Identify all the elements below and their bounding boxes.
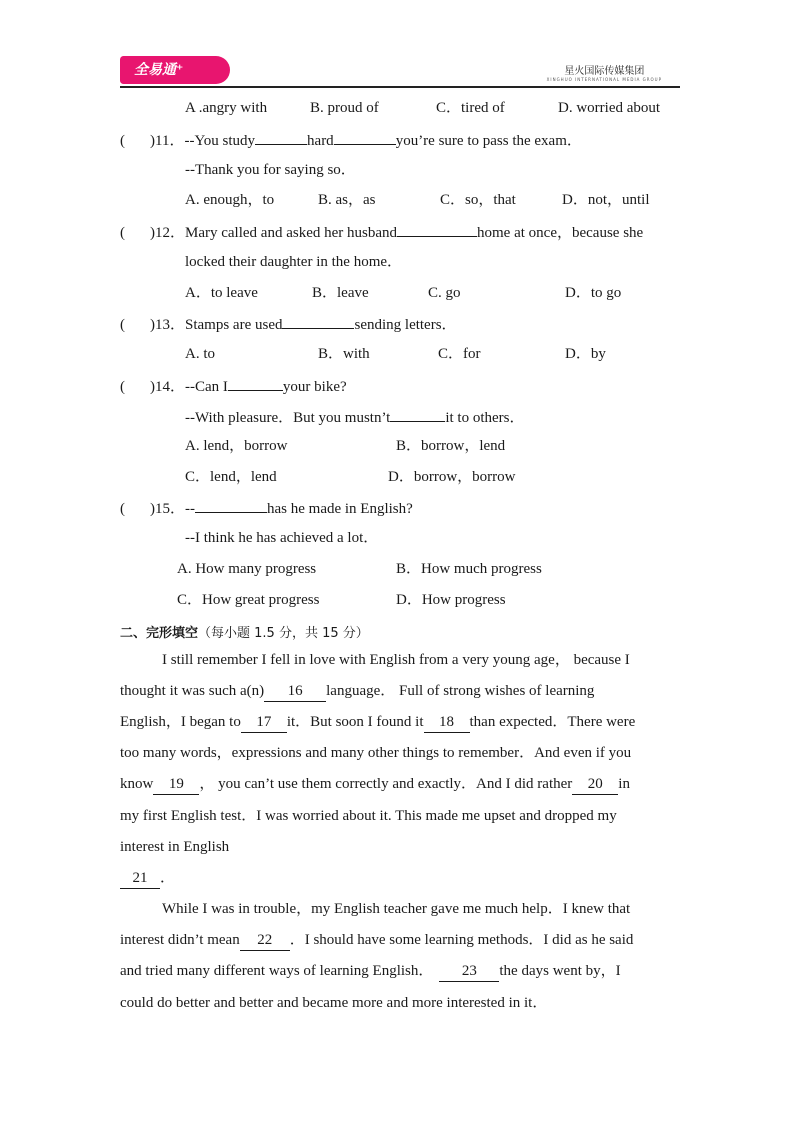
passage-line: I still remember I fell in love with English from a very young age， because I [162,652,630,668]
q15-stem-part: has he made in English? [267,501,413,517]
q12-paren-open: ( [120,225,125,241]
passage-line [120,681,594,702]
cloze-blank-22: 22 [240,930,290,951]
q14-number: )14． [150,379,185,395]
passage-text: know [120,776,154,792]
q15-option-b: B．How much progress [396,561,542,577]
q11-blank-2 [334,129,396,145]
q12-option-b: B．leave [312,285,369,301]
passage-text: English，I began to [120,714,241,730]
q15-paren-open: ( [120,501,125,517]
q14-blank-1 [228,375,283,391]
q15-option-c: C．How great progress [177,592,320,608]
q10-option-d: D. worried about [558,100,661,116]
q14-option-a: A. lend，borrow [185,438,288,454]
cloze-blank-23: 23 [439,961,499,982]
q15-number: )15． [150,501,185,517]
cloze-blank-16: 16 [264,681,326,702]
q15-option-d: D．How progress [396,592,506,608]
passage-line [120,961,621,982]
q11-option-d: D．not，until [562,192,650,208]
q14-stem [120,375,347,397]
passage-text: in [618,776,630,792]
brand-subtitle: XINGHUO INTERNATIONAL MEDIA GROUP [546,77,662,82]
section-title: 二、完形填空 [120,626,199,641]
passage-text: than expected．There were [469,714,636,730]
brand-name [547,62,662,82]
q14-reply [185,406,525,428]
q12-blank [397,221,477,237]
page-header [120,56,680,88]
q12-stem [120,221,643,243]
q15-option-a: A. How many progress [177,561,317,577]
passage-line [120,774,630,795]
q12-stem-part: Mary called and asked her husband [185,225,398,241]
passage-text: thought it was such a(n) [120,683,265,699]
passage-line: my first English test．I was worried about it. This made me upset and dropped my [120,808,617,824]
section-note: （每小题 1.5 分，共 15 分） [198,626,369,641]
q13-stem-part: Stamps are used [185,317,283,333]
cloze-blank-20: 20 [572,774,618,795]
q11-number: )11． [150,133,185,149]
q11-option-a: A. enough，to [185,192,275,208]
passage-text: language． Full of strong wishes of learning [326,683,595,699]
q15-reply: --I think he has achieved a lot． [185,530,379,546]
q12-option-a: A．to leave [185,285,258,301]
q15-blank [195,497,267,513]
q12-stem-part: home at once，because she [477,225,644,241]
q14-reply-part: it to others． [445,410,525,426]
passage-text: ， you can’t use them correctly and exactly．And I did rather [199,776,573,792]
q12-stem-continued: locked their daughter in the home． [185,254,403,270]
q11-stem-part: you’re sure to pass the exam． [395,133,582,149]
q10-option-c: C．tired of [436,100,505,116]
passage-line: too many words，expressions and many other things to remember．And even if you [120,745,632,761]
q13-option-d: D．by [565,346,606,362]
passage-text: the days went by，I [499,963,621,979]
q11-stem-part: hard [307,133,334,149]
q11-stem-part: --You study [184,133,256,149]
passage-text: it．But soon I found it [286,714,424,730]
publisher-logo: 全易通⁺ [120,56,230,84]
q14-option-c: C．lend，lend [185,469,277,485]
passage-text: ． [160,870,176,886]
q13-paren-open: ( [120,317,125,333]
q10-option-a: A .angry with [185,100,268,116]
brand-title: 星火国际传媒集团 [564,66,645,77]
q14-option-b: B．borrow，lend [396,438,506,454]
q14-stem-part: --Can I [185,379,228,395]
q11-option-c: C．so，that [440,192,516,208]
q11-blank-1 [255,129,307,145]
q13-option-c: C．for [438,346,481,362]
q12-number: )12． [150,225,185,241]
passage-line [120,930,633,951]
q13-stem-part: sending letters． [354,317,457,333]
q13-number: )13． [150,317,185,333]
passage-line: interest in English [120,839,230,855]
q15-stem-part: -- [185,501,195,517]
q12-option-c: C. go [428,285,461,301]
section-heading [120,622,369,641]
q13-option-b: B．with [318,346,370,362]
cloze-blank-19: 19 [153,774,199,795]
q14-blank-2 [390,406,445,422]
cloze-blank-21: 21 [120,868,160,889]
passage-line [120,712,635,733]
q11-paren-open: ( [120,133,125,149]
q11-stem [120,129,582,151]
passage-line: While I was in trouble，my English teacher gave me much help．I knew that [162,901,631,917]
q14-paren-open: ( [120,379,125,395]
q13-option-a: A. to [185,346,215,362]
q14-reply-part: --With pleasure．But you mustn’t [185,410,391,426]
q14-option-d: D．borrow，borrow [388,469,516,485]
passage-text: and tried many different ways of learning English． [120,963,434,979]
q13-blank [282,313,354,329]
q15-stem [120,497,413,519]
q11-option-b: B. as，as [318,192,376,208]
passage-text: ．I should have some learning methods．I did as he said [289,932,634,948]
cloze-blank-18: 18 [424,712,470,733]
passage-line [120,868,175,889]
q10-option-b: B. proud of [310,100,379,116]
q11-reply: --Thank you for saying so． [185,162,356,178]
cloze-blank-17: 17 [241,712,287,733]
q12-option-d: D．to go [565,285,622,301]
q13-stem [120,313,457,335]
header-divider [120,86,680,88]
q14-stem-part: your bike? [282,379,347,395]
passage-text: interest didn’t mean [120,932,240,948]
passage-line: could do better and better and became more and more interested in it． [120,995,548,1011]
